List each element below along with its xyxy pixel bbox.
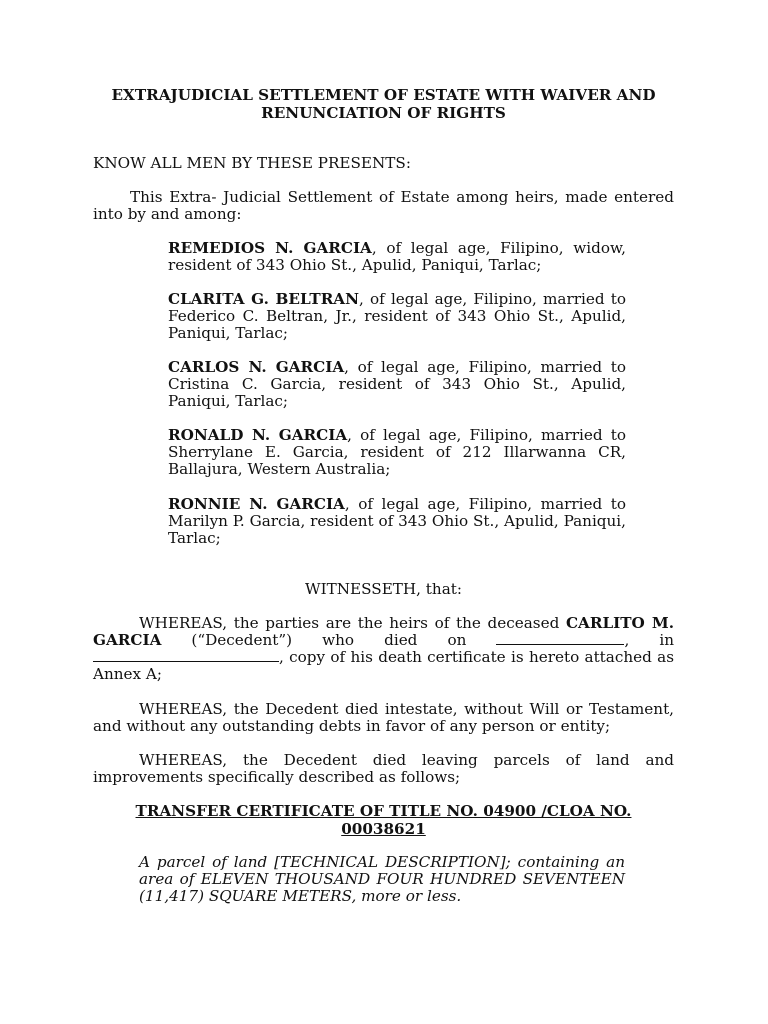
- whereas-text: , in: [624, 631, 674, 649]
- party-details: , of legal age, Filipino, married to Sherrylane E. Garcia, resident of 212 Illarwanna CR, Ballajura, Western Australia;: [168, 426, 626, 478]
- party-details: , of legal age, Filipino, married to Marilyn P. Garcia, resident of 343 Ohio St., Apulid, Paniqui, Tarlac;: [168, 495, 626, 547]
- party-details: , of legal age, Filipino, married to Cristina C. Garcia, resident of 343 Ohio St., Apulid, Paniqui, Tarlac;: [168, 358, 626, 410]
- intro-paragraph-text: This Extra- Judicial Settlement of Estate among heirs, made entered into by and among:: [93, 188, 674, 223]
- witnesseth-line: WITNESSETH, that:: [305, 580, 462, 598]
- party-name: CLARITA G. BELTRAN: [168, 290, 359, 308]
- party-name: RONALD N. GARCIA: [168, 426, 348, 444]
- party-item: [168, 291, 626, 342]
- party-item: [168, 496, 626, 547]
- party-name: REMEDIOS N. GARCIA: [168, 239, 372, 257]
- whereas-text: WHEREAS, the Decedent died intestate, without Will or Testament, and without any outstanding debts in favor of any person or entity;: [93, 700, 674, 735]
- party-name: CARLOS N. GARCIA: [168, 358, 345, 376]
- whereas-intestate-paragraph: [93, 701, 674, 735]
- date-of-death-blank: [496, 632, 624, 645]
- whereas-heirs-paragraph: [93, 615, 674, 683]
- whereas-text: , copy of his death certificate is hereto attached as Annex A;: [93, 648, 674, 683]
- whereas-lead: WHEREAS, the parties are the heirs of the deceased: [139, 614, 566, 632]
- party-item: [168, 359, 626, 410]
- decedent-name: CARLITO M. GARCIA: [93, 614, 674, 649]
- place-of-death-blank: [93, 649, 279, 662]
- opening-line: KNOW ALL MEN BY THESE PRESENTS:: [93, 154, 411, 172]
- party-details: , of legal age, Filipino, widow, resident of 343 Ohio St., Apulid, Paniqui, Tarlac;: [168, 239, 626, 274]
- party-details: , of legal age, Filipino, married to Federico C. Beltran, Jr., resident of 343 Ohio St., Apulid, Paniqui, Tarlac;: [168, 290, 626, 342]
- intro-paragraph: [93, 189, 674, 223]
- document-title: EXTRAJUDICIAL SETTLEMENT OF ESTATE WITH WAIVER AND RENUNCIATION OF RIGHTS: [111, 86, 656, 122]
- whereas-text: WHEREAS, the Decedent died leaving parcels of land and improvements specifically described as follows;: [93, 751, 674, 786]
- party-item: [168, 427, 626, 478]
- party-name: RONNIE N. GARCIA: [168, 495, 345, 513]
- party-item: [168, 240, 626, 274]
- title-certificate-heading: TRANSFER CERTIFICATE OF TITLE NO. 04900 /CLOA NO. 00038621: [135, 802, 632, 838]
- whereas-land-paragraph: [93, 752, 674, 786]
- whereas-text: (“Decedent”) who died on: [161, 631, 497, 649]
- land-description: A parcel of land [TECHNICAL DESCRIPTION]; containing an area of ELEVEN THOUSAND FOUR HUNDRED SEVENTEEN (11,417) SQUARE METERS, more or less.: [139, 853, 625, 905]
